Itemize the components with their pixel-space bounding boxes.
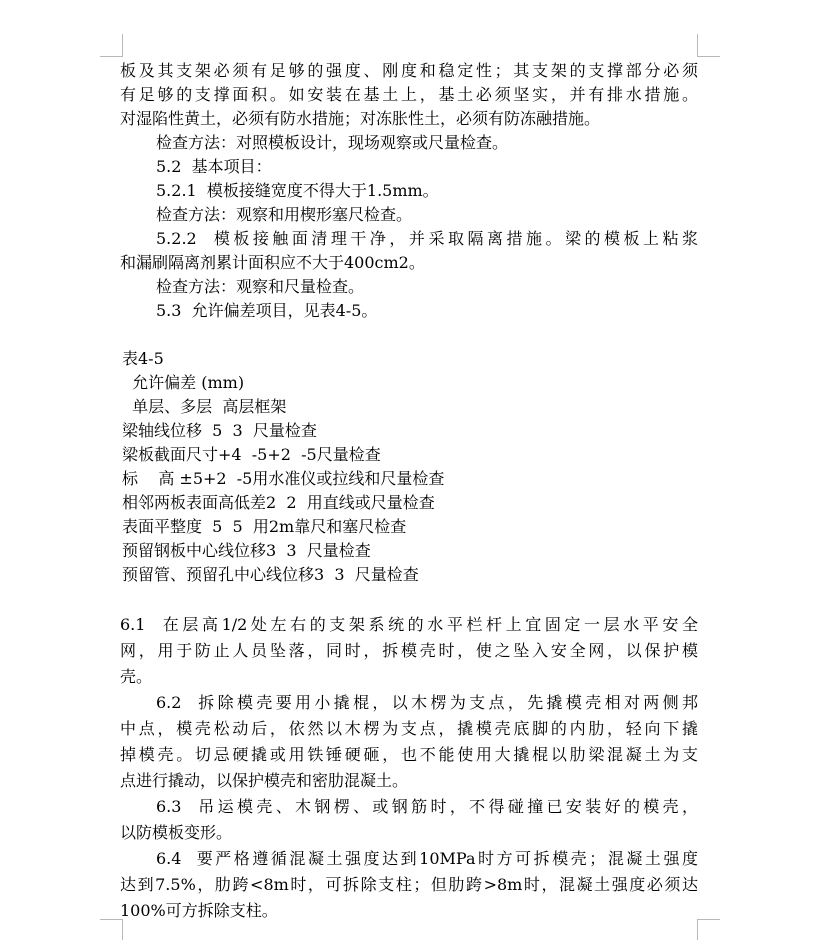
table-row: 预留钢板中心线位移3 3 尺量检查	[122, 541, 371, 560]
table-row: 梁轴线位移 5 3 尺量检查	[122, 421, 317, 440]
item-text: 和漏刷隔离剂累计面积应不大于400cm2。	[120, 253, 425, 272]
paragraph-line: 板及其支架必须有足够的强度、刚度和稳定性；其支架的支撑部分必须	[120, 61, 698, 80]
table-row: 梁板截面尺寸+4 -5+2 -5尺量检查	[122, 445, 381, 464]
paragraph-line: 点进行撬动，以保护模壳和密肋混凝土。	[120, 771, 409, 790]
paragraph-line: 中点，模壳松动后，依然以木楞为支点，撬模壳底脚的内肋，轻向下撬	[120, 719, 698, 738]
table-row: 相邻两板表面高低差2 2 用直线或尺量检查	[122, 493, 435, 512]
paragraph-line: 100%可方拆除支柱。	[120, 901, 278, 920]
paragraph-line: 以防模板变形。	[120, 823, 233, 842]
margin-corner-bottom-right	[697, 919, 720, 940]
item-text: 5.2.1 模板接缝宽度不得大于1.5mm。	[156, 181, 439, 200]
section-heading: 5.2 基本项目：	[156, 157, 272, 176]
check-method-text: 检查方法：对照模板设计，现场观察或尺量检查。	[156, 133, 509, 152]
margin-corner-top-right	[697, 34, 720, 57]
paragraph-line: 6.1 在层高1/2处左右的支架系统的水平栏杆上宜固定一层水平安全	[120, 615, 698, 634]
paragraph-line: 6.2 拆除模壳要用小撬棍，以木楞为支点，先撬模壳相对两侧邦	[156, 693, 698, 712]
paragraph-line: 掉模壳。切忌硬撬或用铁锤硬砸，也不能使用大撬棍以肋梁混凝土为支	[120, 745, 698, 764]
item-text: 5.2.2 模板接触面清理干净，并采取隔离措施。梁的模板上粘浆	[156, 229, 698, 248]
table-row: 预留管、预留孔中心线位移3 3 尺量检查	[122, 565, 419, 584]
paragraph-line: 壳。	[120, 667, 153, 686]
margin-corner-bottom-left	[100, 919, 123, 940]
margin-corner-top-left	[100, 34, 123, 57]
paragraph-line: 6.4 要严格遵循混凝土强度达到10MPa时方可拆模壳；混凝土强度	[156, 849, 698, 868]
paragraph-line: 6.3 吊运模壳、木钢楞、或钢筋时，不得碰撞已安装好的模壳，	[156, 797, 698, 816]
paragraph-line: 有足够的支撑面积。如安装在基土上，基土必须坚实，并有排水措施。	[120, 85, 698, 104]
table-caption: 表4-5	[122, 349, 164, 368]
table-row: 标 高 ±5+2 -5用水准仪或拉线和尺量检查	[122, 469, 445, 488]
table-header: 单层、多层 高层框架	[122, 397, 287, 416]
paragraph-line: 网，用于防止人员坠落，同时，拆模壳时，使之坠入安全网，以保护模	[120, 641, 698, 660]
table-title: 允许偏差 (mm)	[122, 373, 245, 392]
check-method-text: 检查方法：观察和尺量检查。	[156, 277, 365, 296]
table-row: 表面平整度 5 5 用2m靠尺和塞尺检查	[122, 517, 407, 536]
paragraph-line: 达到7.5%，肋跨<8m时，可拆除支柱；但肋跨>8m时，混凝土强度必须达	[120, 875, 698, 894]
section-heading: 5.3 允许偏差项目，见表4-5。	[156, 301, 378, 320]
paragraph-line: 对湿陷性黄土，必须有防水措施；对冻胀性土，必须有防冻融措施。	[120, 109, 601, 128]
check-method-text: 检查方法：观察和用楔形塞尺检查。	[156, 205, 413, 224]
